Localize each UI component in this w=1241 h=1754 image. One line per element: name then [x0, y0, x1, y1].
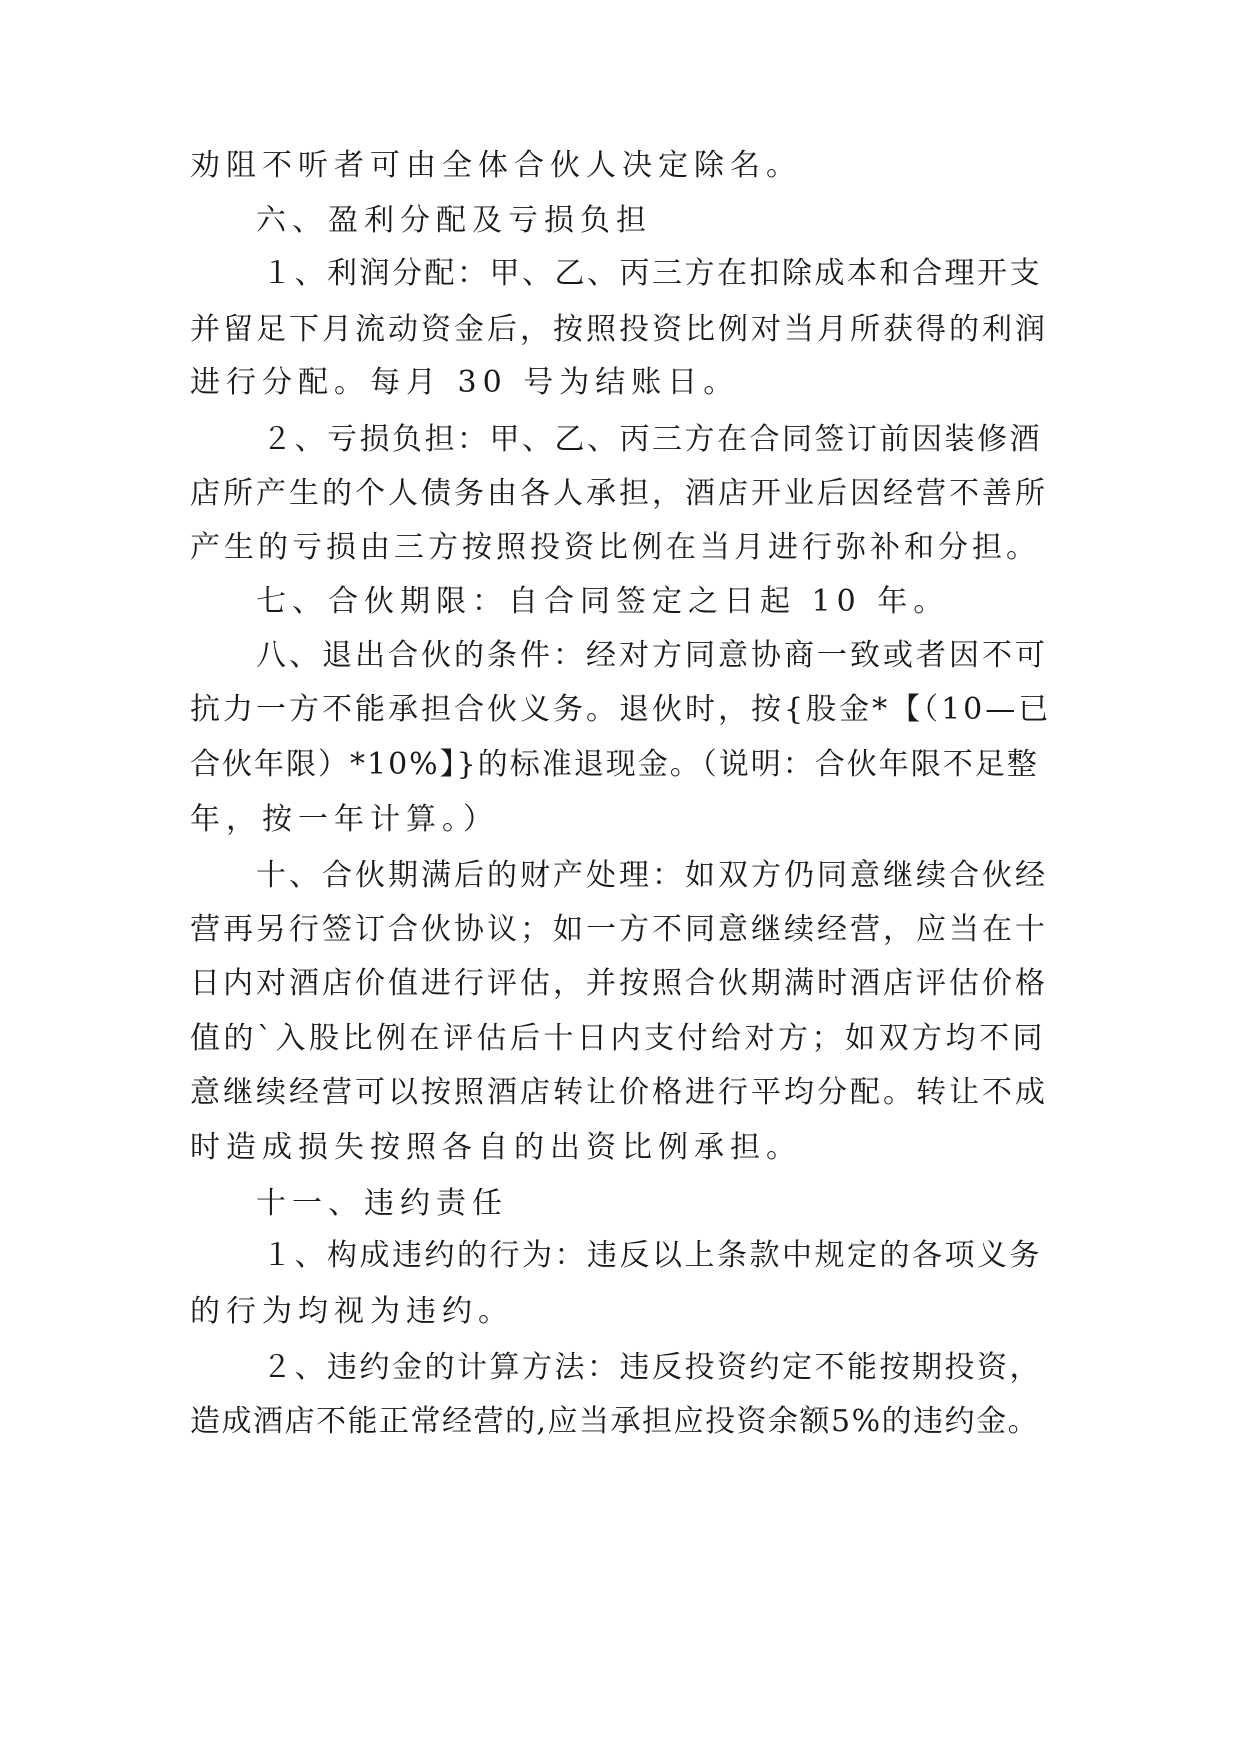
text-line: 的行为均视为违约。	[190, 1294, 514, 1329]
text-line: 时造成损失按照各自的出资比例承担。	[190, 1130, 802, 1165]
text-line: 值的`入股比例在评估后十日内支付给对方；如双方均不同	[190, 1021, 1046, 1056]
text-line: 年，按一年计算。）	[190, 802, 499, 837]
text-line: ２、亏损负担：甲、乙、丙三方在合同签订前因装修酒	[262, 422, 1042, 457]
text-line: 并留足下月流动资金后，按照投资比例对当月所获得的利润	[190, 312, 1048, 347]
text-line: １、利润分配：甲、乙、丙三方在扣除成本和合理开支	[262, 256, 1042, 291]
text-line: 合伙年限）*10%】}的标准退现金。（说明：合伙年限不足整	[190, 747, 1039, 782]
text-line: １、构成违约的行为：违反以上条款中规定的各项义务	[262, 1238, 1042, 1273]
text-line: 店所产生的个人债务由各人承担，酒店开业后因经营不善所	[190, 476, 1048, 511]
text-line: 营再另行签订合伙协议；如一方不同意继续经营，应当在十	[190, 912, 1048, 947]
text-line: 意继续经营可以按照酒店转让价格进行平均分配。转让不成	[190, 1075, 1048, 1110]
text-line: 造成酒店不能正常经营的,应当承担应投资余额5%的违约金。	[190, 1404, 1040, 1439]
text-line: 八、退出合伙的条件：经对方同意协商一致或者因不可	[256, 638, 1048, 673]
text-line: ２、违约金的计算方法：违反投资约定不能按期投资，	[262, 1350, 1042, 1385]
text-line: 进行分配。每月 30 号为结账日。	[190, 365, 740, 400]
text-line: 抗力一方不能承担合伙义务。退伙时，按{股金*【（10—已	[190, 692, 1052, 727]
text-line: 七、合伙期限：自合同签定之日起 10 年。	[256, 584, 950, 619]
text-line: 十、合伙期满后的财产处理：如双方仍同意继续合伙经	[256, 858, 1048, 893]
text-line: 日内对酒店价值进行评估，并按照合伙期满时酒店评估价格	[190, 966, 1048, 1001]
text-line: 劝阻不听者可由全体合伙人决定除名。	[190, 148, 802, 183]
text-line: 产生的亏损由三方按照投资比例在当月进行弥补和分担。	[190, 530, 1040, 565]
section-heading: 十一、违约责任	[256, 1186, 508, 1221]
section-heading: 六、盈利分配及亏损负担	[256, 203, 652, 238]
